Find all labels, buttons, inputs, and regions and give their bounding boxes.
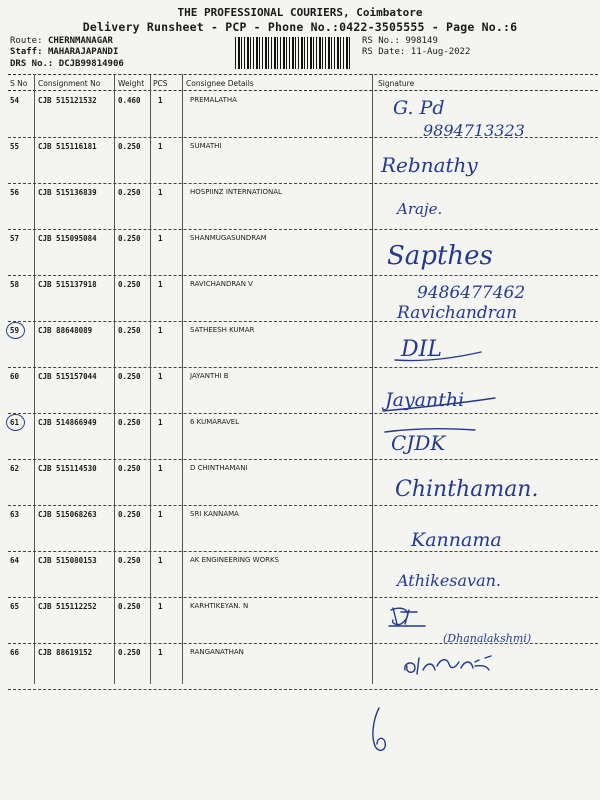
row-weight: 0.250 <box>118 188 141 197</box>
row-pcs: 1 <box>158 418 163 427</box>
signature-54-phone: 9894713323 <box>423 121 525 140</box>
row-weight: 0.250 <box>118 648 141 657</box>
row-consignee: SUMATHI <box>190 142 222 150</box>
signature-59 <box>375 322 595 368</box>
row-sno: 57 <box>10 234 20 243</box>
row-sno: 55 <box>10 142 20 151</box>
row-consignment: CJB 515095084 <box>38 234 97 243</box>
signature-61 <box>375 414 595 460</box>
signature-65-name: (Dhanalakshmi) <box>443 632 532 645</box>
signature-57 <box>375 230 595 276</box>
company-title: THE PROFESSIONAL COURIERS, Coimbatore <box>177 6 423 19</box>
signature-66 <box>375 644 595 690</box>
col-sno: S No <box>10 79 28 88</box>
row-consignment: CJB 514866949 <box>38 418 97 427</box>
row-pcs: 1 <box>158 510 163 519</box>
staff-value: MAHARAJAPANDI <box>47 47 119 57</box>
row-consignment: CJB 515068263 <box>38 510 97 519</box>
row-consignment: CJB 88619152 <box>38 648 93 657</box>
row-sno: 59 <box>10 326 20 335</box>
row-pcs: 1 <box>158 96 163 105</box>
col-consignment: Consignment No <box>38 79 101 88</box>
signature-54-name: G. Pd <box>393 97 445 119</box>
signature-54 <box>375 92 595 140</box>
row-sno: 66 <box>10 648 20 657</box>
signature-55 <box>375 138 595 184</box>
route-value: CHERNMANAGAR <box>47 36 113 46</box>
row-sno: 60 <box>10 372 20 381</box>
row-weight: 0.250 <box>118 510 141 519</box>
rs-no-label: RS No.: <box>362 36 400 46</box>
signature-57-text: Sapthes <box>387 241 493 271</box>
row-consignee: SATHEESH KUMAR <box>190 326 255 334</box>
row-consignee: D CHINTHAMANI <box>190 464 248 472</box>
row-consignment: CJB 515116181 <box>38 142 97 151</box>
signature-60 <box>375 368 595 414</box>
row-weight: 0.250 <box>118 556 141 565</box>
signature-58 <box>375 276 595 326</box>
drs-label: DRS No.: <box>10 59 54 69</box>
row-consignment: CJB 88648089 <box>38 326 93 335</box>
signature-56-text: Araje. <box>397 200 443 218</box>
route-line <box>10 36 113 46</box>
rs-no-line <box>362 36 438 46</box>
row-sno: 54 <box>10 96 20 105</box>
row-sno: 62 <box>10 464 20 473</box>
row-consignee: HOSPIINZ INTERNATIONAL <box>190 188 282 196</box>
row-weight: 0.250 <box>118 372 141 381</box>
row-sno: 56 <box>10 188 20 197</box>
signature-66-scribble <box>405 656 491 674</box>
row-pcs: 1 <box>158 188 163 197</box>
row-sno: 61 <box>10 418 20 427</box>
signature-56 <box>375 184 595 230</box>
table-top-rule <box>8 74 598 75</box>
signature-63 <box>375 506 595 552</box>
signature-59-text: DIL <box>401 337 442 362</box>
row-pcs: 1 <box>158 326 163 335</box>
signature-58-phone: 9486477462 <box>417 283 526 303</box>
col-weight: Weight <box>118 79 145 88</box>
row-consignee: SHANMUGASUNDRAM <box>190 234 267 242</box>
row-consignment: CJB 515112252 <box>38 602 97 611</box>
row-consignee: 6 KUMARAVEL <box>190 418 240 426</box>
row-consignee: PREMALATHA <box>190 96 237 104</box>
signature-58-name: Ravichandran <box>397 303 518 323</box>
signature-60-text: Jayanthi <box>385 389 465 411</box>
col-consignee: Consignee Details <box>186 79 254 88</box>
route-label: Route: <box>10 36 43 46</box>
signature-64 <box>375 552 595 598</box>
rs-no-value: 998149 <box>405 36 438 46</box>
col-signature: Signature <box>378 79 415 88</box>
row-consignee: SRI KANNAMA <box>190 510 239 518</box>
runsheet-subtitle: Delivery Runsheet - PCP - Phone No.:0422-3505555 - Page No.:6 <box>82 20 518 34</box>
page-mark <box>365 700 405 760</box>
barcode <box>235 37 350 69</box>
drs-value: DCJB99814906 <box>58 59 124 69</box>
signature-63-text: Kannama <box>411 529 502 551</box>
drs-line <box>10 59 124 69</box>
row-consignment: CJB 515080153 <box>38 556 97 565</box>
row-weight: 0.460 <box>118 96 141 105</box>
row-pcs: 1 <box>158 648 163 657</box>
row-pcs: 1 <box>158 464 163 473</box>
row-consignment: CJB 515137918 <box>38 280 97 289</box>
signature-62-text: Chinthaman. <box>395 477 539 502</box>
row-pcs: 1 <box>158 142 163 151</box>
row-weight: 0.250 <box>118 464 141 473</box>
row-sno: 64 <box>10 556 20 565</box>
row-consignment: CJB 515157044 <box>38 372 97 381</box>
row-weight: 0.250 <box>118 142 141 151</box>
signature-61-text: CJDK <box>391 431 446 455</box>
rs-date-value: 11-Aug-2022 <box>410 47 471 57</box>
row-weight: 0.250 <box>118 234 141 243</box>
col-pcs: PCS <box>153 79 168 88</box>
row-sno: 58 <box>10 280 20 289</box>
row-consignee: RANGANATHAN <box>190 648 244 656</box>
row-pcs: 1 <box>158 602 163 611</box>
row-pcs: 1 <box>158 234 163 243</box>
signature-55-text: Rebnathy <box>381 153 478 177</box>
row-weight: 0.250 <box>118 418 141 427</box>
signature-62 <box>375 460 595 506</box>
row-consignee: RAVICHANDRAN V <box>190 280 253 288</box>
row-weight: 0.250 <box>118 326 141 335</box>
row-consignee: AK ENGINEERING WORKS <box>190 556 279 564</box>
row-sno: 65 <box>10 602 20 611</box>
row-consignment: CJB 515121532 <box>38 96 97 105</box>
staff-line <box>10 47 118 57</box>
row-pcs: 1 <box>158 280 163 289</box>
signature-65 <box>375 598 595 644</box>
row-pcs: 1 <box>158 556 163 565</box>
row-pcs: 1 <box>158 372 163 381</box>
staff-label: Staff: <box>10 47 43 57</box>
table-header-rule <box>8 90 598 91</box>
signature-65-scribble <box>389 608 425 626</box>
row-weight: 0.250 <box>118 602 141 611</box>
row-consignment: CJB 515136839 <box>38 188 97 197</box>
signature-64-text: Athikesavan. <box>397 571 502 590</box>
row-consignee: JAYANTHI B <box>190 372 229 380</box>
page-mark-scribble <box>373 708 385 750</box>
rs-date-line <box>362 47 470 57</box>
row-consignment: CJB 515114530 <box>38 464 97 473</box>
row-consignee: KARHTIKEYAN. N <box>190 602 249 610</box>
row-weight: 0.250 <box>118 280 141 289</box>
rs-date-label: RS Date: <box>362 47 406 57</box>
row-sno: 63 <box>10 510 20 519</box>
